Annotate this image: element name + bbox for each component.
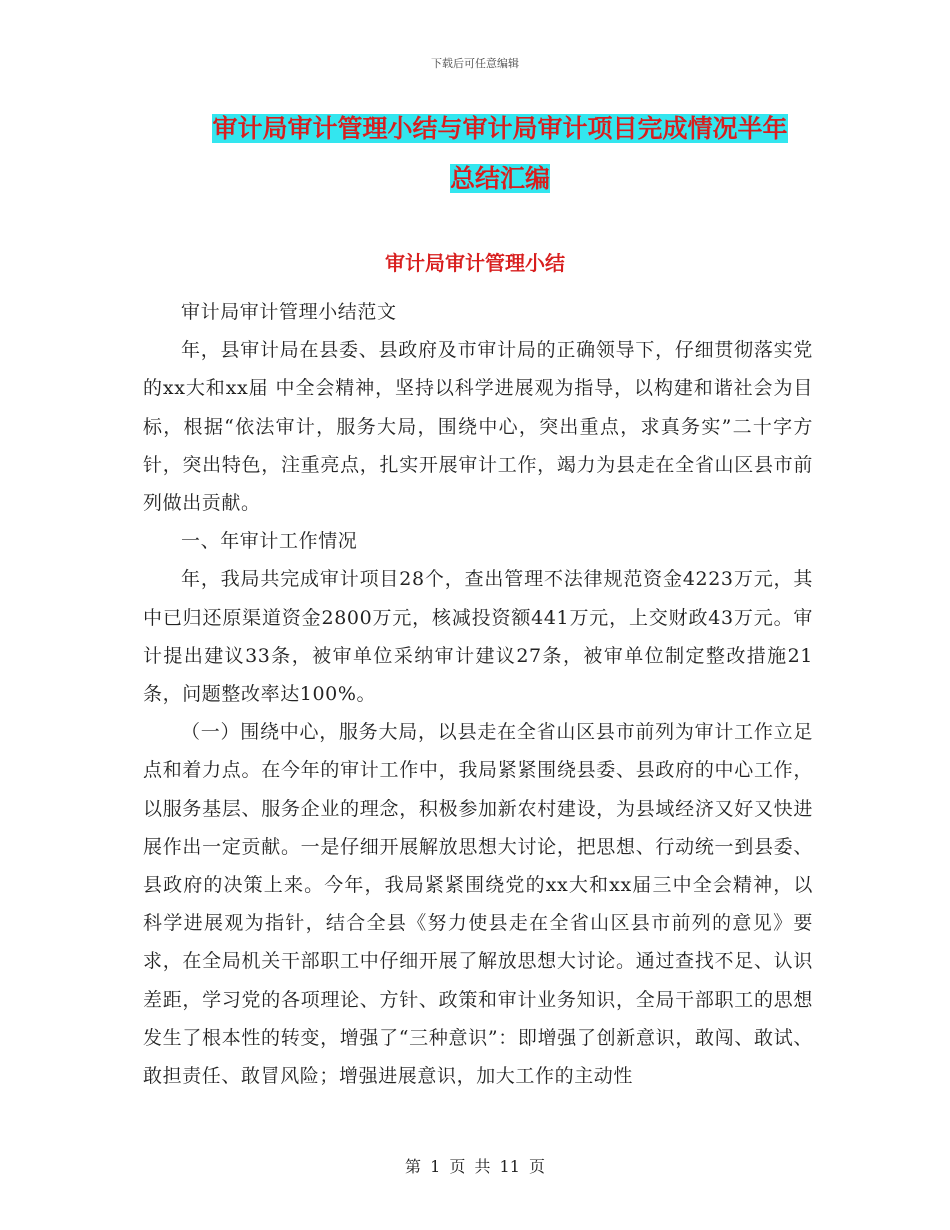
paragraph: （一）围绕中心，服务大局，以县走在全省山区县市前列为审计工作立足点和着力点。在今年的审计工作中，我局紧紧围绕县委、县政府的中心工作，以服务基层、服务企业的理念，积极参加新农村建设，为县域经济又好又快进展作出一定贡献。一是仔细开展解放思想大讨论，把思想、行动统一到县委、县政府的决策上来。今年，我局紧紧围绕党的xx大和xx届三中全会精神，以科学进展观为指针，结合全县《努力使县走在全省山区县市前列的意见》要求，在全局机关干部职工中仔细开展了解放思想大讨论。通过查找不足、认识差距，学习党的各项理论、方针、政策和审计业务知识，全局干部职工的思想发生了根本性的转变，增强了“三种意识”：即增强了创新意识，敢闯、敢试、敢担责任、敢冒风险；增强进展意识，加大工作的主动性 <box>143 721 813 1088</box>
paragraph: 审计局审计管理小结范文 <box>181 301 397 323</box>
page-footer: 第 1 页 共 11 页 <box>405 1157 545 1176</box>
section-title: 审计局审计管理小结 <box>385 251 565 275</box>
body-text <box>143 293 813 1095</box>
document-title-line1: 审计局审计管理小结与审计局审计项目完成情况半年 <box>212 114 788 143</box>
document-title-line2: 总结汇编 <box>449 164 550 193</box>
paragraph: 年，县审计局在县委、县政府及市审计局的正确领导下，仔细贯彻落实党的xx大和xx届 中全会精神，坚持以科学进展观为指导，以构建和谐社会为目标，根据“依法审计，服务大局，围绕中心，突出重点，求真务实”二十字方针，突出特色，注重亮点，扎实开展审计工作，竭力为县走在全省山区县市前列做出贡献。 <box>143 339 813 515</box>
header-note: 下载后可任意编辑 <box>431 57 519 70</box>
paragraph: 年，我局共完成审计项目28个，查出管理不法律规范资金4223万元，其中已归还原渠道资金2800万元，核减投资额441万元，上交财政43万元。审计提出建议33条，被审单位采纳审计建议27条，被审单位制定整改措施21条，问题整改率达100%。 <box>143 568 813 706</box>
document-title <box>140 104 860 204</box>
paragraph: 一、年审计工作情况 <box>181 530 358 553</box>
